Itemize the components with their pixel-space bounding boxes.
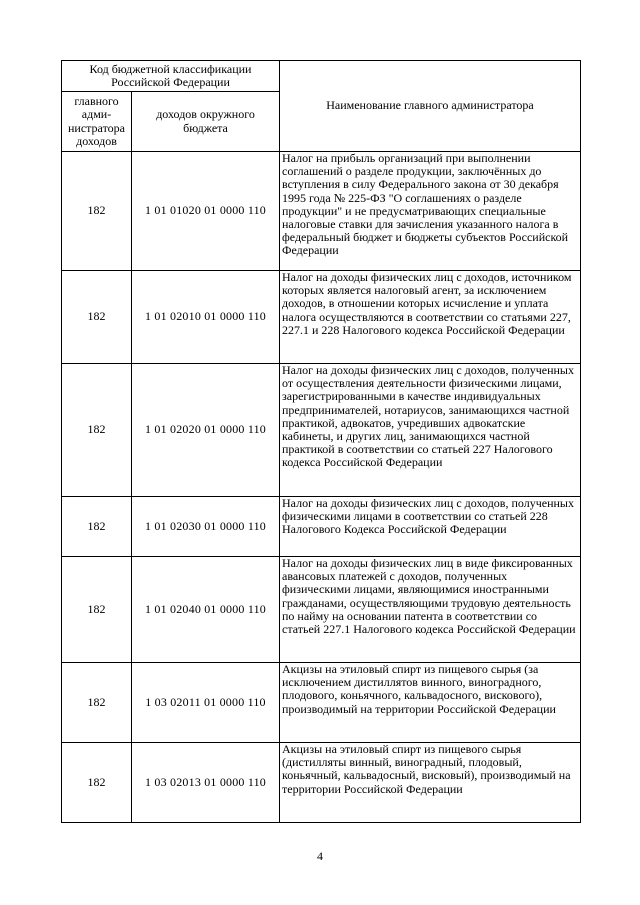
district-income-header: доходов окружного бюджета (132, 92, 280, 152)
admin-name-cell: Налог на доходы физических лиц в виде фиксированных авансовых платежей с доходов, полученных физическими лицами, являющимися иностранными гражданами, осуществляющими трудовую деятельность по найму на основании патента в соответствии со статьей 227.1 Налогового кодекса Российской Федерации (280, 557, 581, 663)
admin-name-cell: Налог на прибыль организаций при выполнении соглашений о разделе продукции, заключённых до вступления в силу Федерального закона от 30 декабря 1995 года № 225-ФЗ "О соглашениях о разделе продукции" и не предусматривающих специальные налоговые ставки для зачисления указанного налога в федеральный бюджет и бюджеты субъектов Российской Федерации (280, 152, 581, 271)
admin-name-cell: Акцизы на этиловый спирт из пищевого сырья (дистилляты винный, виноградный, плодовый, коньячный, кальвадосный, висковый), производимый на территории Российской Федерации (280, 743, 581, 823)
table-row (62, 152, 581, 271)
budget-classification-table (61, 60, 581, 823)
admin-name-cell: Налог на доходы физических лиц с доходов, полученных физическими лицами в соответствии со статьей 228 Налогового Кодекса Российской Федерации (280, 497, 581, 557)
admin-code-cell: 182 (62, 271, 132, 364)
kbk-code-cell: 1 03 02013 01 0000 110 (132, 743, 280, 823)
kbk-code-cell: 1 03 02011 01 0000 110 (132, 663, 280, 743)
kbk-code-cell: 1 01 02040 01 0000 110 (132, 557, 280, 663)
admin-name-header: Наименование главного администратора (280, 61, 581, 152)
admin-code-cell: 182 (62, 663, 132, 743)
table-row (62, 364, 581, 497)
table-row (62, 271, 581, 364)
table-header-row (62, 61, 581, 92)
kbk-group-header: Код бюджетной классификации Российской Федерации (62, 61, 280, 92)
kbk-code-cell: 1 01 02020 01 0000 110 (132, 364, 280, 497)
admin-code-cell: 182 (62, 497, 132, 557)
admin-code-cell: 182 (62, 152, 132, 271)
page-number: 4 (317, 849, 323, 863)
admin-name-cell: Налог на доходы физических лиц с доходов, источником которых является налоговый агент, за исключением доходов, в отношении которых исчисление и уплата налога осуществляются в соответствии со статьями 227, 227.1 и 228 Налогового кодекса Российской Федерации (280, 271, 581, 364)
kbk-code-cell: 1 01 01020 01 0000 110 (132, 152, 280, 271)
table-row (62, 743, 581, 823)
chief-admin-header: главного адми-нистратора доходов (62, 92, 132, 152)
admin-code-cell: 182 (62, 743, 132, 823)
admin-name-cell: Налог на доходы физических лиц с доходов, полученных от осуществления деятельности физическими лицами, зарегистрированными в качестве индивидуальных предпринимателей, нотариусов, занимающихся частной практикой, адвокатов, учредивших адвокатские кабинеты, и других лиц, занимающихся частной практикой в соответствии со статьей 227 Налогового кодекса Российской Федерации (280, 364, 581, 497)
table-row (62, 497, 581, 557)
admin-code-cell: 182 (62, 557, 132, 663)
kbk-code-cell: 1 01 02030 01 0000 110 (132, 497, 280, 557)
admin-code-cell: 182 (62, 364, 132, 497)
admin-name-cell: Акцизы на этиловый спирт из пищевого сырья (за исключением дистиллятов винного, виноградного, плодового, коньячного, кальвадосного, вискового), производимый на территории Российской Федерации (280, 663, 581, 743)
table-row (62, 663, 581, 743)
kbk-code-cell: 1 01 02010 01 0000 110 (132, 271, 280, 364)
table-row (62, 557, 581, 663)
